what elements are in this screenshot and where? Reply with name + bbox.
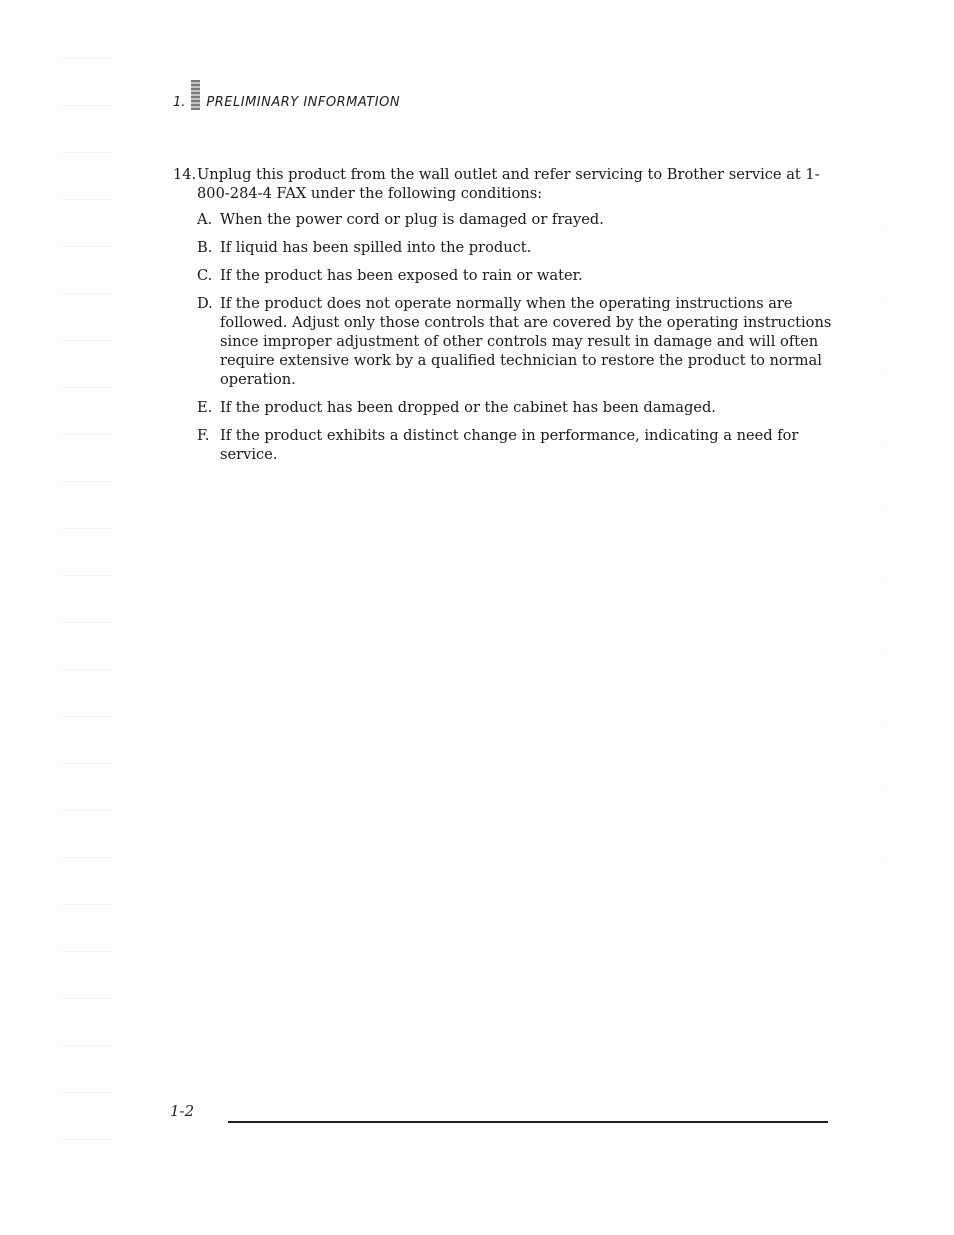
condition-letter: C. xyxy=(197,267,213,284)
chapter-title: PRELIMINARY INFORMATION xyxy=(206,95,401,110)
condition-item-f xyxy=(197,426,833,464)
numbered-item-14 xyxy=(173,165,833,203)
scan-noise-right xyxy=(884,200,888,900)
item-number: 14. xyxy=(173,166,197,183)
running-header xyxy=(173,78,400,110)
condition-item-e xyxy=(197,398,833,417)
condition-item-a xyxy=(197,210,833,229)
condition-item-c xyxy=(197,266,833,285)
conditions-list xyxy=(197,210,833,464)
condition-text: If the product has been dropped or the cabinet has been damaged. xyxy=(220,399,716,416)
condition-item-d xyxy=(197,294,833,389)
chapter-number: 1. xyxy=(173,95,186,110)
condition-letter: A. xyxy=(197,211,213,228)
condition-text: If the product does not operate normally when the operating instructions are followed. Adjust only those controls that are covered by the operating instructions since improper adjustment of other controls may result in damage and will often require extensive work by a qualified technician to restore the product to normal operation. xyxy=(220,295,832,388)
condition-letter: B. xyxy=(197,239,213,256)
condition-item-b xyxy=(197,238,833,257)
condition-letter: E. xyxy=(197,399,213,416)
condition-letter: D. xyxy=(197,295,213,312)
footer-rule xyxy=(228,1121,828,1123)
item-text: Unplug this product from the wall outlet and refer servicing to Brother service at 1-800-284-4 FAX under the following conditions: xyxy=(197,166,820,202)
page-number: 1-2 xyxy=(170,1102,195,1120)
condition-letter: F. xyxy=(197,427,210,444)
main-content xyxy=(173,165,833,473)
condition-text: When the power cord or plug is damaged or frayed. xyxy=(220,211,604,228)
condition-text: If the product has been exposed to rain or water. xyxy=(220,267,583,284)
condition-text: If liquid has been spilled into the product. xyxy=(220,239,532,256)
page-footer xyxy=(170,1102,830,1132)
condition-text: If the product exhibits a distinct change in performance, indicating a need for service. xyxy=(220,427,799,463)
scan-noise-left xyxy=(62,40,112,1160)
section-marker-icon xyxy=(191,80,200,110)
